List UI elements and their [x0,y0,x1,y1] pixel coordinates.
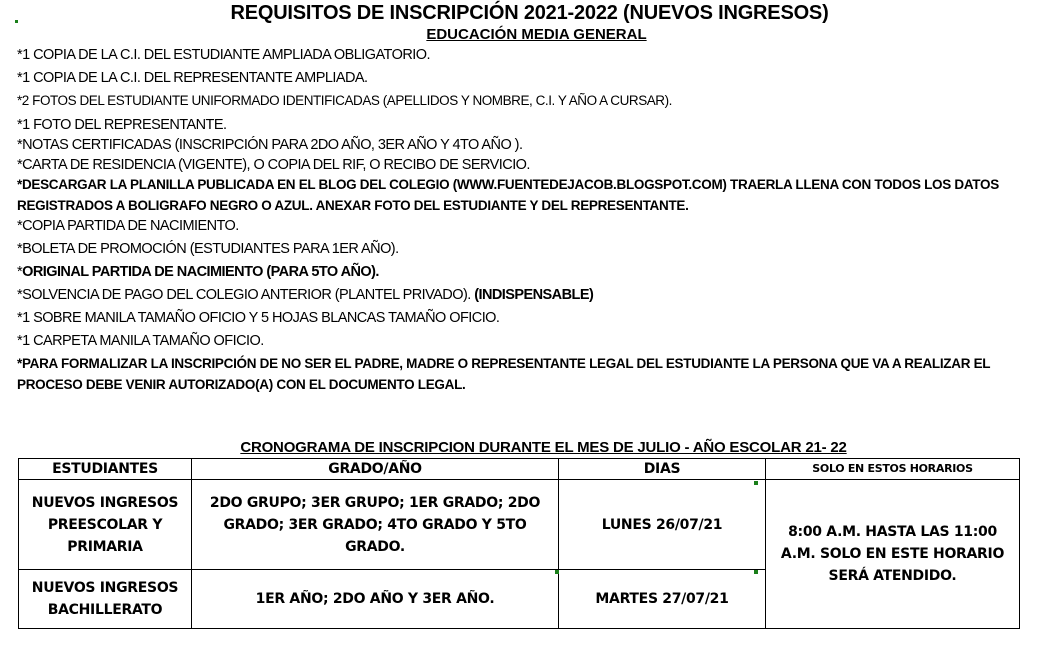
requirement-item [17,285,1052,305]
requirement-item: *BOLETA DE PROMOCIÓN (ESTUDIANTES PARA 1ER AÑO). [17,241,399,257]
page-title: REQUISITOS DE INSCRIPCIÓN 2021-2022 (NUEVOS INGRESOS) [230,2,829,24]
requirement-item: *1 CARPETA MANILA TAMAÑO OFICIO. [17,333,264,349]
grades-cell: 1ER AÑO; 2DO AÑO Y 3ER AÑO. [192,570,559,629]
day-cell: MARTES 27/07/21 [559,570,766,629]
cell-marker [754,481,758,485]
requirement-bold-text: ORIGINAL PARTIDA DE NACIMIENTO (PARA 5TO AÑO). [22,264,379,280]
requirement-item: *1 COPIA DE LA C.I. DEL REPRESENTANTE AMPLIADA. [17,70,368,86]
schedule-title: CRONOGRAMA DE INSCRIPCION DURANTE EL MES DE JULIO - AÑO ESCOLAR 21- 22 [240,439,847,456]
day-cell: LUNES 26/07/21 [559,480,766,570]
schedule-table [18,458,1020,629]
requirement-item: *DESCARGAR LA PLANILLA PUBLICADA EN EL BLOG DEL COLEGIO (WWW.FUENTEDEJACOB.BLOGSPOT.COM) TRAERLA LLENA CON TODOS LOS DATOS REGISTRADOS A BOLIGRAFO NEGRO O AZUL. ANEXAR FOTO DEL ESTUDIANTE Y DEL REPRESENTANTE. [17,177,999,213]
header-days: DIAS [559,459,766,480]
requirement-item: *ORIGINAL PARTIDA DE NACIMIENTO (PARA 5TO AÑO). [17,264,379,280]
requirement-item: *2 FOTOS DEL ESTUDIANTE UNIFORMADO IDENTIFICADAS (APELLIDOS Y NOMBRE, C.I. Y AÑO A CURSAR). [17,93,672,108]
table-row [19,480,1020,570]
cell-marker [754,570,758,574]
header-grades: GRADO/AÑO [192,459,559,480]
requirement-bold-text: (INDISPENSABLE) [474,287,594,303]
cell-marker [555,570,559,574]
requirement-item: *1 SOBRE MANILA TAMAÑO OFICIO Y 5 HOJAS BLANCAS TAMAÑO OFICIO. [17,310,500,326]
table-header-row [19,459,1020,480]
requirement-item: *PARA FORMALIZAR LA INSCRIPCIÓN DE NO SER EL PADRE, MADRE O REPRESENTANTE LEGAL DEL ESTUDIANTE LA PERSONA QUE VA A REALIZAR EL PROCESO DEBE VENIR AUTORIZADO(A) CON EL DOCUMENTO LEGAL. [17,356,991,392]
requirements-list [17,45,1052,395]
requirement-item: *CARTA DE RESIDENCIA (VIGENTE), O COPIA DEL RIF, O RECIBO DE SERVICIO. [17,157,530,173]
requirement-item: *1 FOTO DEL REPRESENTANTE. [17,117,227,133]
header-hours: SOLO EN ESTOS HORARIOS [766,459,1020,480]
requirement-item: *COPIA PARTIDA DE NACIMIENTO. [17,218,239,234]
page-subtitle [0,26,1059,43]
hours-cell: 8:00 A.M. HASTA LAS 11:00 A.M. SOLO EN ESTE HORARIO SERÁ ATENDIDO. [766,480,1020,629]
requirement-item: *1 COPIA DE LA C.I. DEL ESTUDIANTE AMPLIADA OBLIGATORIO. [17,47,430,63]
grades-cell: 2DO GRUPO; 3ER GRUPO; 1ER GRADO; 2DO GRADO; 3ER GRADO; 4TO GRADO Y 5TO GRADO. [192,480,559,570]
students-cell: NUEVOS INGRESOS PREESCOLAR Y PRIMARIA [19,480,192,570]
header-students: ESTUDIANTES [19,459,192,480]
requirement-item: *NOTAS CERTIFICADAS (INSCRIPCIÓN PARA 2DO AÑO, 3ER AÑO Y 4TO AÑO ). [17,137,523,153]
requirement-text: *SOLVENCIA DE PAGO DEL COLEGIO ANTERIOR (PLANTEL PRIVADO). [17,287,471,303]
subtitle-text: EDUCACIÓN MEDIA GENERAL [426,26,647,43]
students-cell: NUEVOS INGRESOS BACHILLERATO [19,570,192,629]
